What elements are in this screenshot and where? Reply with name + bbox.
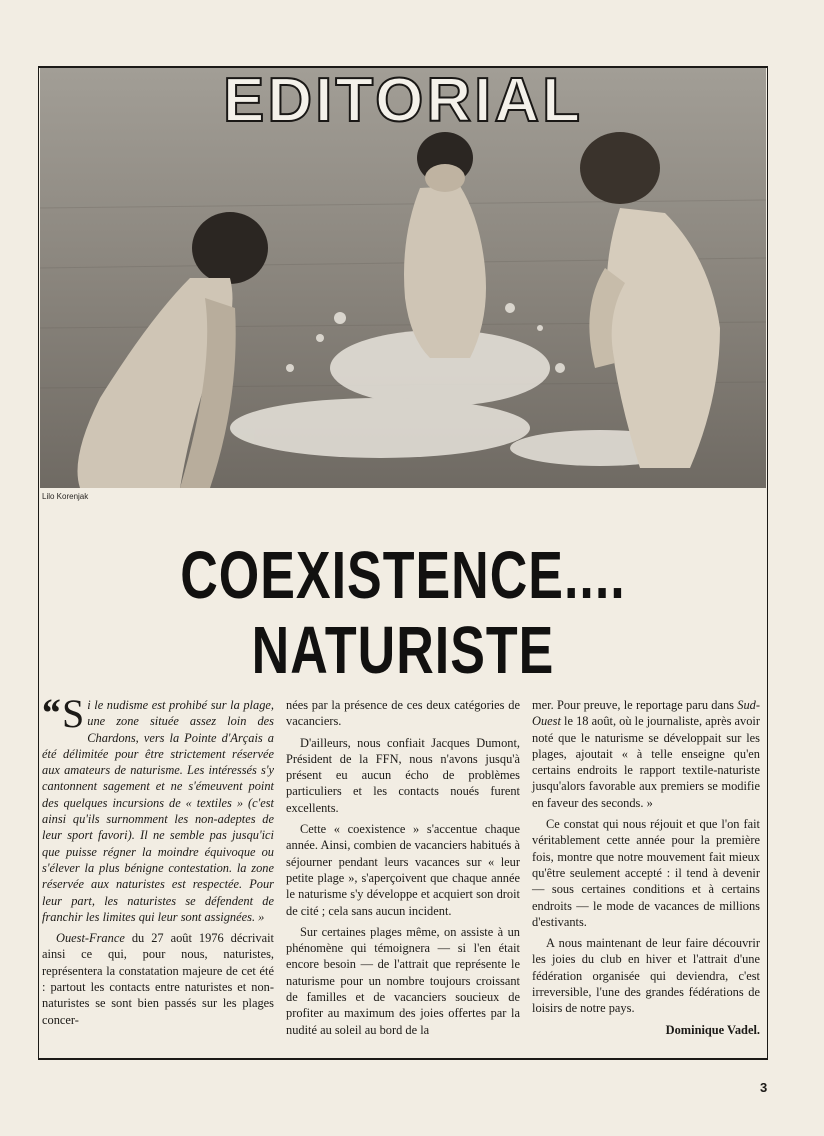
opening-quote-mark: “ <box>40 690 60 735</box>
article-column-3 <box>532 697 760 1043</box>
photo-credit: Lilo Korenjak <box>42 492 89 501</box>
drop-cap: S <box>62 691 85 736</box>
opening-quote-paragraph <box>40 690 274 925</box>
paragraph-text: le 18 août, où le journaliste, après avoir noté que le naturisme se développait sur les plages, ajoutait « à telle enseigne qu'en certains endroits le rapport textile-naturiste jusqu'alors favorable aux premiers se modifie en faveur des seconds. » <box>532 714 760 810</box>
paragraph: Ce constat qui nous réjouit et que l'on fait véritablement cette année pour la première fois, montre que notre mouvement fait mieux qu'être seulement accepté : il tend à devenir — sous certaines conditions et à certains endroits — le mode de vacances de millions d'estivants. <box>532 817 760 929</box>
paragraph: nées par la présence de ces deux catégories de vacanciers. <box>286 698 520 729</box>
paragraph: Sur certaines plages même, on assiste à un phénomène qui témoignera — si l'en était encore besoin — de l'attrait que représente le naturisme pour un nombre toujours croissant de familles et de vacanciers soucieux de profiter au maximum des joies offertes par la nudité au soleil au bord de la <box>286 924 520 1037</box>
paragraph <box>42 930 274 1028</box>
page-number: 3 <box>760 1080 768 1095</box>
paragraph: D'ailleurs, nous confiait Jacques Dumont, Président de la FFN, nous n'avons jusqu'à présent eu aucun écho de problèmes particuliers et les contacts noués furent excellents. <box>286 735 520 815</box>
paragraph: A nous maintenant de leur faire découvrir les joies du club en hiver et l'attrait d'une fédération organisée qui deviendra, c'est irreversible, l'une des grandes fédérations de loisirs de notre pays. <box>532 936 760 1016</box>
paragraph-text: mer. Pour preuve, le reportage paru dans <box>532 698 738 712</box>
article-column-1 <box>40 690 274 1033</box>
source-sud-ouest: Sud-Ouest <box>532 698 760 729</box>
paragraph <box>532 697 760 811</box>
opening-quote-text: i le nudisme est prohibé sur la plage, une zone située assez loin des Chardons, vers la Pointe d'Arçais a été délimitée pour être strictement réservée aux amateurs de naturisme. Les intéressés s'y cantonnent sagement et ne s'émeuvent point des quelques incursions de « textiles » (c'est ainsi qu'ils surnomment les non-adeptes de leur sport favori). Il ne semble pas jusqu'ici que puisse régner la moindre équivoque ou s'élever la plus bénigne contestation. la zone réservée aux naturistes est respectée. Pour leur part, les naturistes se défendent de franchir les limites qui leur sont assignées. » <box>42 698 274 924</box>
masthead-title: EDITORIAL <box>223 68 583 135</box>
author-signature: Dominique Vadel. <box>665 1022 760 1037</box>
paragraph-text: du 27 août 1976 décrivait ainsi ce qui, pour nous, naturistes, représentera la constatation majeure de cet été : partout les contacts entre naturistes et non-naturistes se sont bien passés sur les plages concer- <box>42 931 274 1027</box>
source-ouest-france: Ouest-France <box>56 931 125 946</box>
paragraph: Cette « coexistence » s'accentue chaque année. Ainsi, combien de vacanciers habitués à séjourner pendant leurs vacances sur « leur petite plage », s'aperçoivent que chaque année le naturisme s'y développe et acquiert son droit de cité ; cela sans aucun incident. <box>286 822 520 918</box>
headline-line-2: NATURISTE <box>251 614 555 689</box>
beach-photo <box>40 68 766 488</box>
article-column-2 <box>286 697 520 1043</box>
headline-line-1: COEXISTENCE.... <box>180 539 626 614</box>
